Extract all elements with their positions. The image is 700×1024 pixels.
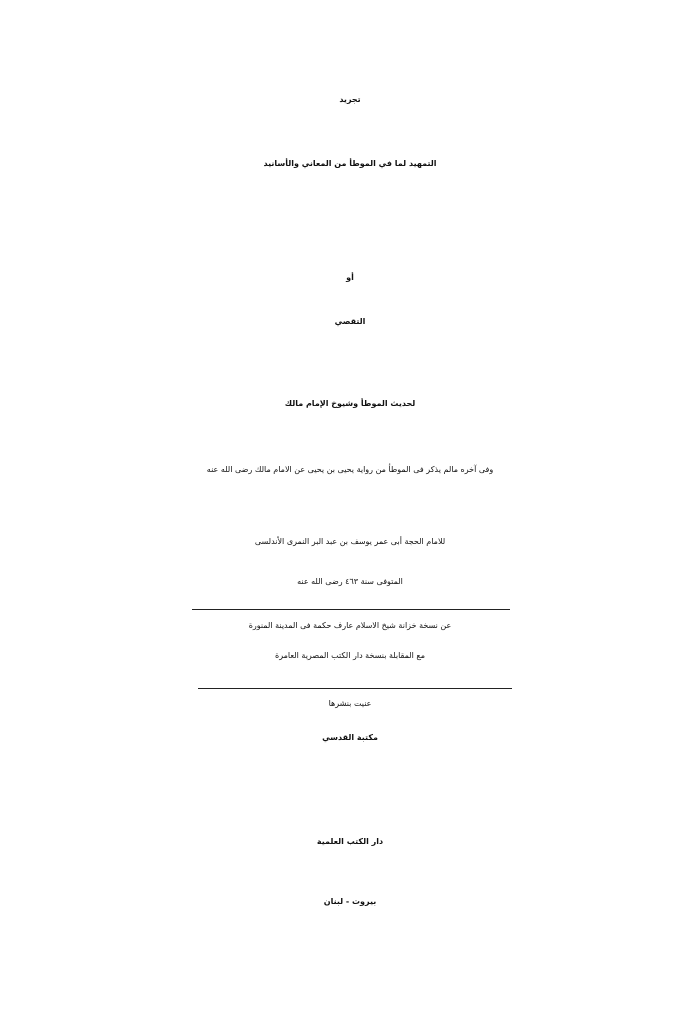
contents-note: وفى آخره مالم يذكر فى الموطأ من رواية يحيى بن يحيى عن الامام مالك رضى الله عنه <box>206 465 494 474</box>
manuscript-source-line: عن نسخة خزانة شيخ الاسلام عارف حكمة فى المدينة المنورة <box>248 621 452 630</box>
main-title: التمهيد لما في الموطأ من المعاني والأسانيد <box>263 159 437 168</box>
alternate-title: التقصي <box>334 317 366 326</box>
published-by-label: عنيت بنشرها <box>328 699 372 708</box>
publisher-name: دار الكتب العلمية <box>316 837 384 846</box>
subtitle: لحديث الموطأ وشيوخ الإمام مالك <box>284 399 416 408</box>
library-name: مكتبة القدسي <box>322 733 378 742</box>
publisher-city: بيروت - لبنان <box>323 897 377 906</box>
death-date-line: المتوفى سنة ٤٦٣ رضى الله عنه <box>297 577 403 586</box>
divider-rule <box>192 609 510 610</box>
divider-rule <box>198 688 512 689</box>
or-separator: أو <box>346 273 354 282</box>
collation-source-line: مع المقابلة بنسخة دار الكتب المصرية العامرة <box>275 651 425 660</box>
author-line: للامام الحجة أبى عمر يوسف بن عبد البر النمرى الأندلسى <box>254 537 446 546</box>
title-tajrid: تجريد <box>339 95 361 104</box>
